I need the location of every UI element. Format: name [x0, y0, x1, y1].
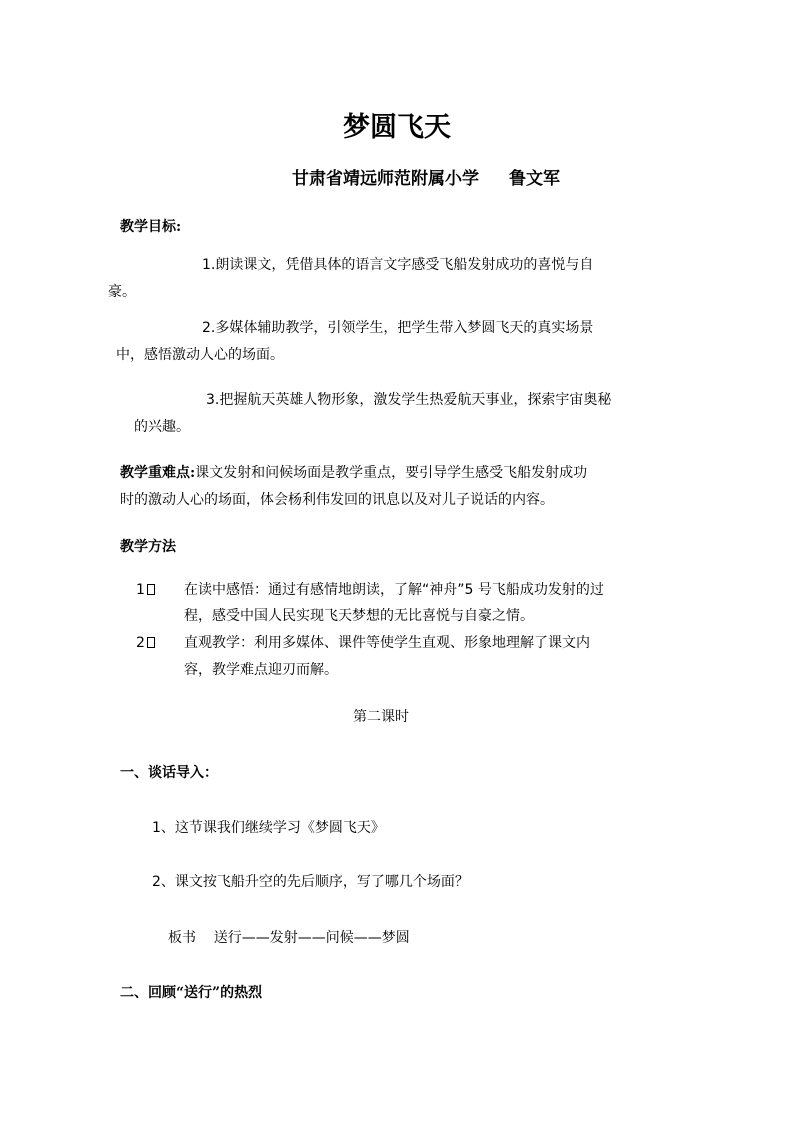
objective-1-line2: 豪。 [108, 284, 136, 300]
author-line [292, 168, 560, 190]
key-points-heading: 教学重难点: [120, 465, 196, 481]
author-name: 鲁文军 [509, 169, 560, 189]
section-1-item-2: 2、课文按飞船升空的先后顺序，写了哪几个场面？ [152, 874, 469, 890]
method-1-number: 1 [136, 582, 145, 598]
list-bullet-icon [147, 637, 155, 648]
method-2-line1: 直观教学：利用多媒体、课件等使学生直观、形象地理解了课文内 [184, 635, 590, 651]
objectives-heading: 教学目标: [120, 219, 182, 235]
section-1-heading: 一、谈话导入： [120, 765, 218, 781]
method-1-line2: 程，感受中国人民实现飞天梦想的无比喜悦与自豪之情。 [184, 608, 534, 624]
method-2-marker [136, 633, 155, 653]
author-school: 甘肃省靖远师范附属小学 [292, 169, 479, 189]
lesson-label: 第二课时 [353, 709, 409, 725]
key-points-line2: 时的激动人心的场面，体会杨利伟发回的讯息以及对儿子说话的内容。 [120, 492, 554, 508]
document-title: 梦圆飞天 [343, 112, 451, 143]
method-1-marker [136, 580, 155, 600]
key-points-text: 课文发射和问候场面是教学重点，要引导学生感受飞船发射成功 [195, 465, 588, 481]
objective-3-line2: 的兴趣。 [134, 419, 190, 435]
key-points-line1 [120, 463, 587, 483]
list-bullet-icon [147, 584, 155, 595]
blackboard-outline: 板书 送行——发射——问候——梦圆 [168, 930, 410, 946]
method-2-number: 2 [136, 635, 145, 651]
objective-3-line1: 3.把握航天英雄人物形象，激发学生热爱航天事业，探索宇宙奥秘 [206, 392, 612, 408]
section-2-heading: 二、回顾“送行”的热烈 [120, 985, 263, 1001]
method-1-line1: 在读中感悟：通过有感情地朗读，了解“神舟”5 号飞船成功发射的过 [184, 582, 604, 598]
method-2-line2: 容，教学难点迎刃而解。 [184, 662, 338, 678]
objective-2-line1: 2.多媒体辅助教学，引领学生，把学生带入梦圆飞天的真实场景 [202, 320, 594, 336]
section-1-item-1: 1、这节课我们继续学习《梦圆飞天》 [152, 820, 385, 836]
objective-2-line2: 中，感悟激动人心的场面。 [116, 347, 284, 363]
methods-heading: 教学方法 [120, 539, 176, 555]
objective-1-line1: 1.朗读课文，凭借具体的语言文字感受飞船发射成功的喜悦与自 [202, 257, 594, 273]
